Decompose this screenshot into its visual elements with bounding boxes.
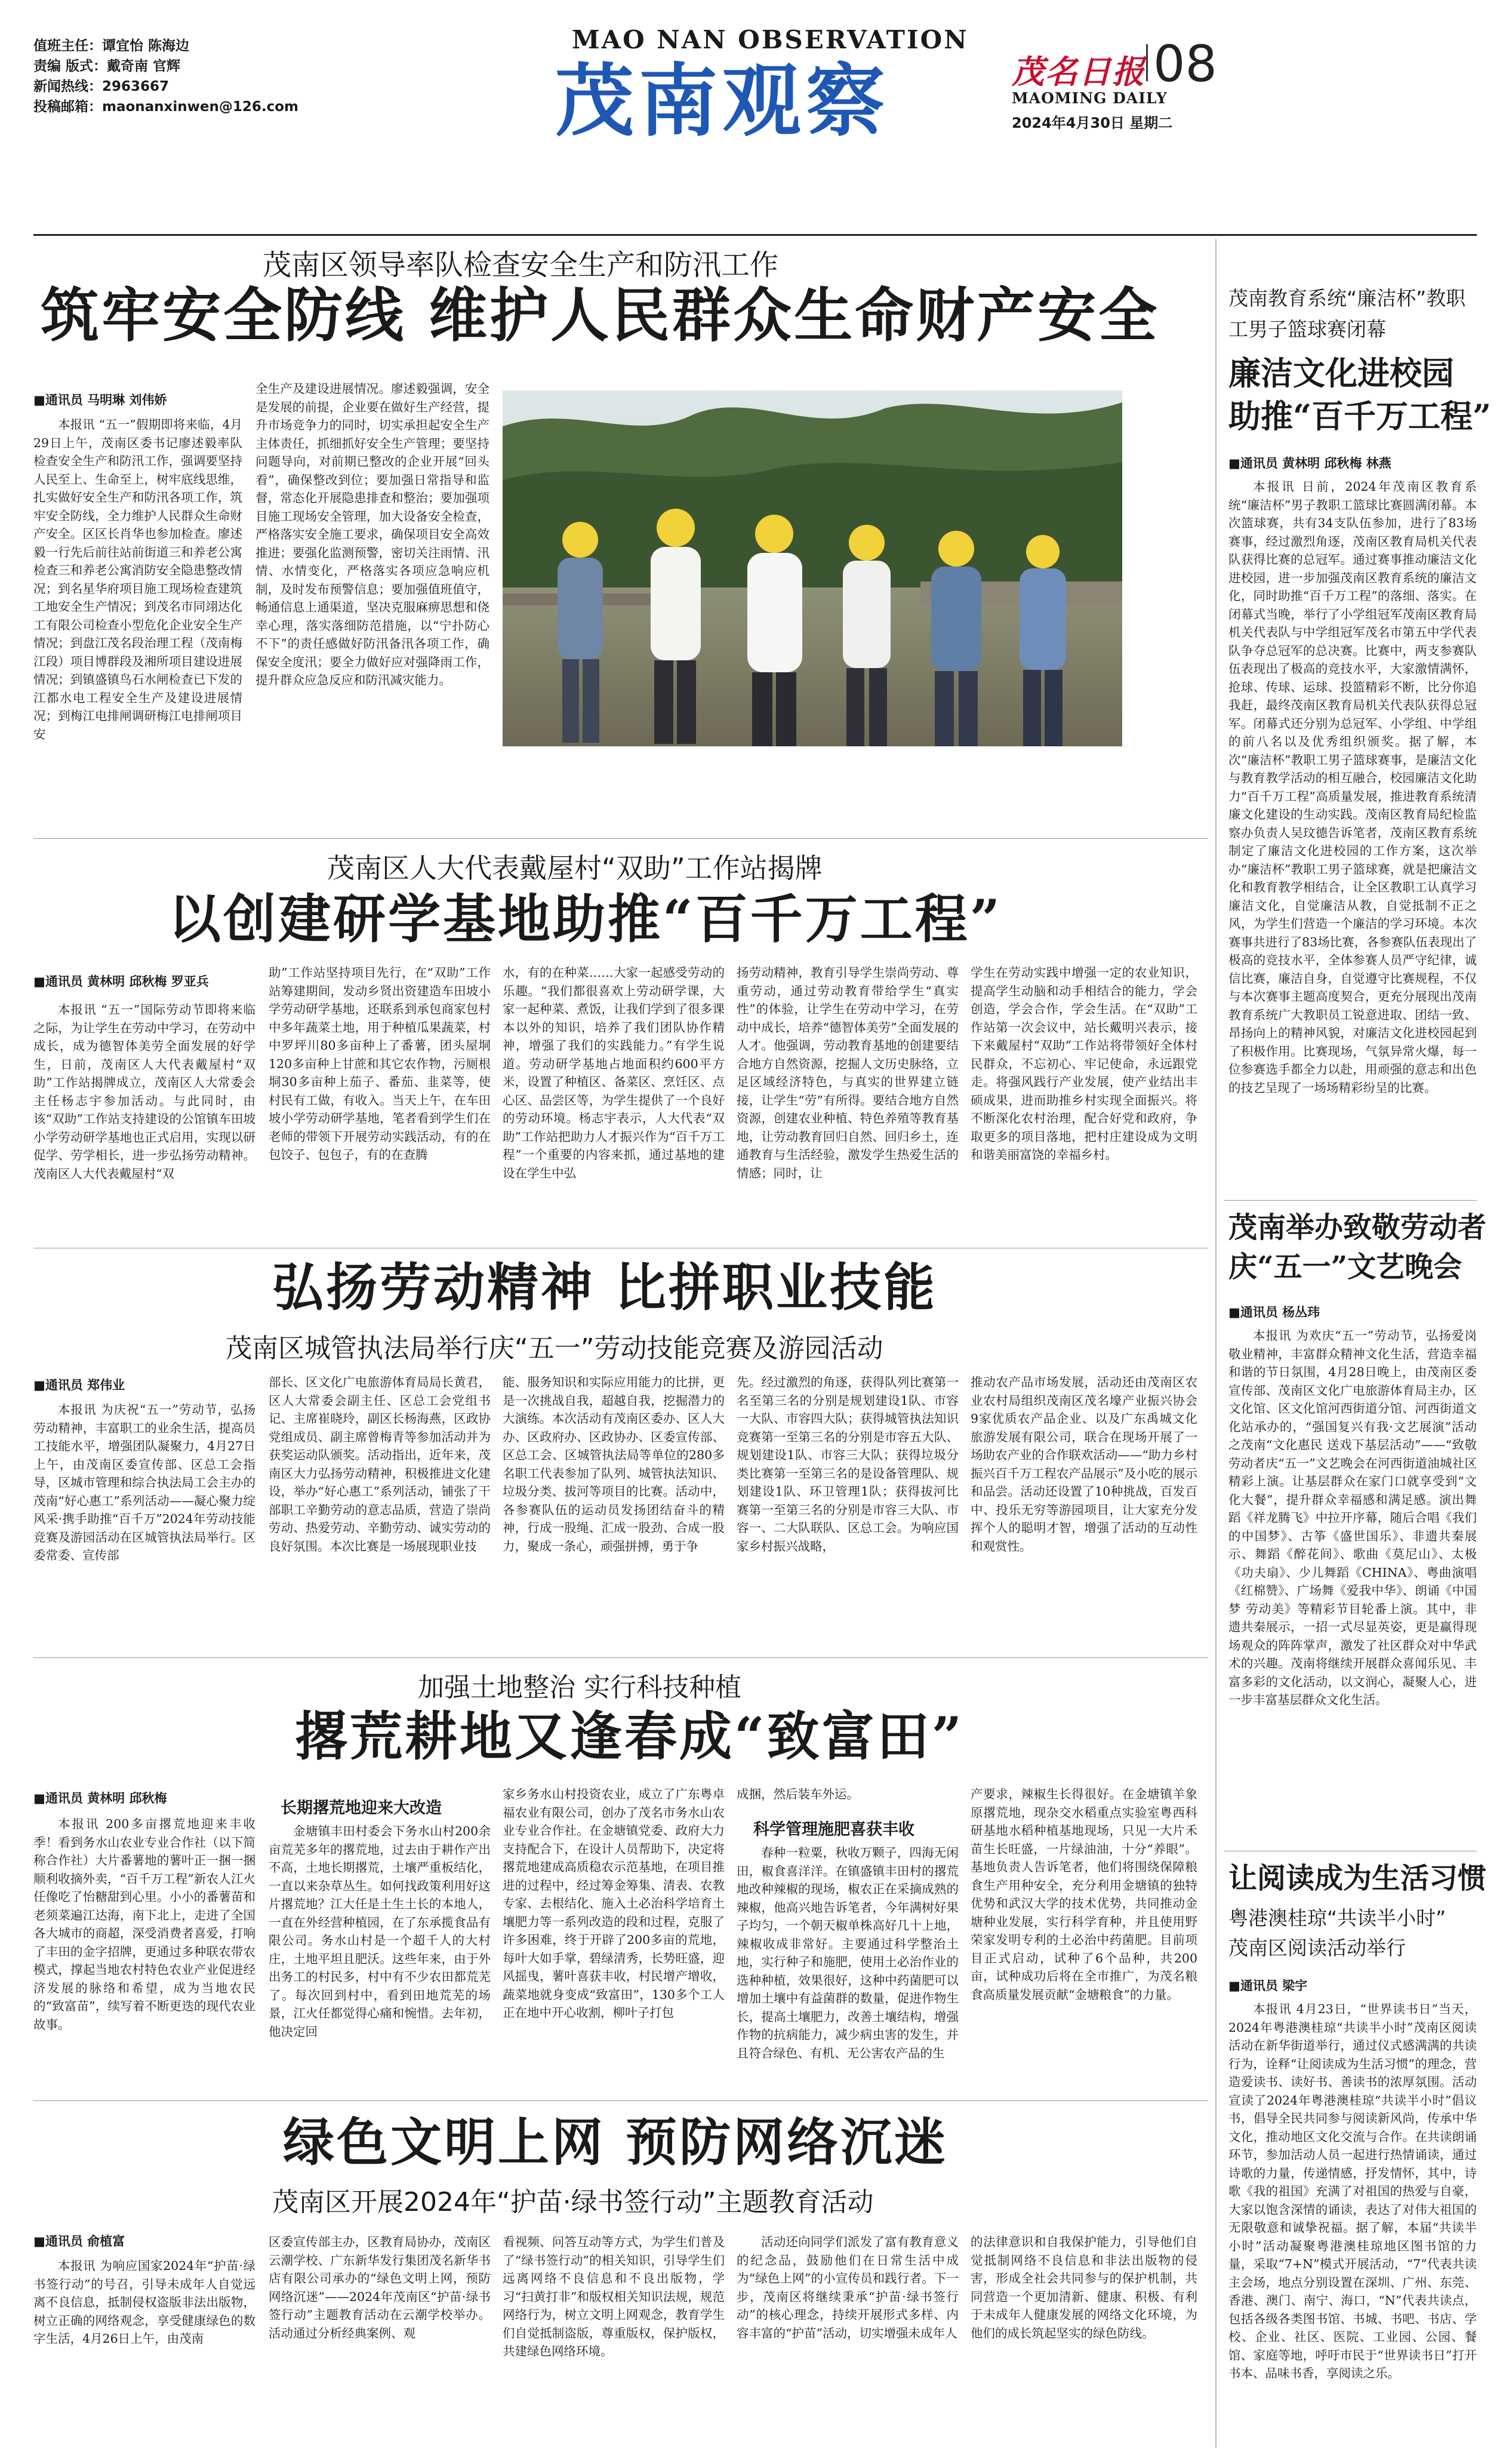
r3-byline: ■通讯员 梁宇 (1228, 1979, 1308, 1993)
r2-body: 本报讯 为欢庆“五一”劳动节，弘扬爱岗敬业精神，丰富群众精神文化生活，营造幸福和谐的节日氛围，4月28日晚上，由茂南区委宣传部、茂南区文化广电旅游体育局主办，区文化馆、区文化馆河西街道分馆、河西街道文化站承办的，“强国复兴有我·文艺展演”活动之茂南“文化惠民 送戏下基层活动”——“致敬劳动者庆“五一”文艺晚会在河西街道油城社区精彩上演。让基层群众在家门口就享受到“文化大餐”，提升群众幸福感和满足感。演出舞蹈《祥龙腾飞》中拉开序幕，随后合唱《我们的中国梦》、古筝《盛世国乐》、非遗共秦展示、舞蹈《醉花间》、歌曲《莫尼山》、太极《功夫扇》、少儿舞蹈《CHINA》、粤曲演唱《红棉赞》、广场舞《爱我中华》、朗诵《中国梦 劳动美》等精彩节目轮番上演。其中，非遗共秦展示，一招一式尽显英姿，更是赢得现场观众的阵阵掌声，激发了社区群众对中华武术的兴趣。茂南将继续开展群众喜闻乐见、丰富多彩的文化活动，以文润心，凝聚人心，进一步丰富基层群众文化生活。 (1228, 1328, 1477, 1707)
a3-kicker: 茂南区城管执法局举行庆“五一”劳动技能竞赛及游园活动 (226, 1333, 883, 1364)
a4-top-rule (33, 1657, 1208, 1658)
a2-top-rule (33, 838, 1208, 839)
r1-byline: ■通讯员 黄林明 邱秋梅 林燕 (1228, 456, 1391, 470)
a4-column-3: 家乡务水山村投资农业，成立了广东粤卓福农业有限公司，创办了茂名市务水山农业专业合作社。在金塘镇党委、政府大力支持配合下，在设计人员帮助下，决定将撂荒地建成高质稳农示范基地，在项目推进的过程中，经过筹金筹集、清表、农教专家、去根结化、施入土必治科学培育土壤肥力等一系列改造的段和过程，克服了许多困难，终于开辟了200多亩的荒地，每叶大如手掌，碧绿清秀，长势旺盛，迎风摇曳，薯叶喜获丰收，村民增产增收，蔬菜地就身变成“致富田”，130多个工人正在地中开心收割，柳叶子打包 (503, 1787, 725, 2020)
paper-logo: 茂名日报 (1012, 53, 1145, 91)
a2-column-2: 助”工作站坚持项目先行，在“双助”工作站筹建期间，发动乡贤出资建造车田坡小学劳动研学基地，还联系到承包商家包村中多年蔬菜土地，用于种植瓜果蔬菜，村中罗坪川80多亩种上了番薯，团头屋垌120多亩种上甘蔗和其它农作物，污厕根垌30多亩种上茄子、番茄、韭菜等，使村民有工做，有收入。当天上午，在车田坡小学劳动研学基地，笔者看到学生们在老师的带领下开展劳动实践活动，有的在包饺子、包包子，有的在查腾 (269, 965, 491, 1162)
a2-column-4: 扬劳动精神，教育引导学生崇尚劳动、尊重劳动，通过劳动教育带给学生“真实性”的体验，让学生在劳动中学习，在劳动中成长，培养“德智体美劳”全面发展的人才。他强调，劳动教育基地的创建要结合地方自然资源，挖掘人文历史脉络，立足区域经济特色，与真实的世界建立链接，让学生“劳”有所得。要结合地方自然资源，创建农业种植、特色养殖等教育基地，让劳动教育回归自然、回归乡土，连通教育与生活经验，激发学生热爱生活的情感；同时，让 (737, 965, 959, 1180)
news-photo-inspection (503, 390, 1122, 746)
a1-title: 筑牢安全防线 维护人民群众生命财产安全 (41, 281, 1160, 350)
a4-subhead-2: 科学管理施肥喜获丰收 (753, 1820, 914, 1839)
a4-column-1: 本报讯 200多亩撂荒地迎来丰收季！看到务水山农业专业合作社（以下简称合作社）大片番薯地的薯叶正一捆一捆顺利收摘外卖，“百千万工程”新农人江火任像吃了怡糖甜到心里。小小的番薯苗和老须菜遍江达海，南下北上，走进了全国各大城市的商超，深受消费者喜爱，打响了丰田的金字招牌，更通过多种联农带农模式，撑起当地农村特色农业产业促进经济发展的脉络和希望，成为当地农民的“致富苗”，续写着不断更迭的现代农业故事。 (33, 1817, 255, 2032)
a1-column-2: 全生产及建设进展情况。廖述毅强调，安全是发展的前提，企业要在做好生产经营，提升市场竞争力的同时，切实承担起安全生产主体责任，抓细抓好安全生产管理；要坚持问题导向，对前期已整改的企业开展“回头看”，确保整改到位；要加强日常指导和监督，常态化开展隐患排查和整治；要加强项目施工现场安全管理，加大设备安全检查，严格落实安全施工要求，确保项目安全高效推进；要强化监测预警，密切关注雨情、汛情、水情变化，严格落实各项应急响应机制，及时发布预警信息；要加强值班值守，畅通信息上通渠道，坚决克服麻痹思想和侥幸心理，落实落细防范措施，以“宁扑防心不下”的责任感做好防汛备汛各项工作，确保安全度汛；要全力做好应对强降雨工作，提升群众应急反应和防汛减灾能力。 (255, 382, 489, 687)
a2-column-1: 本报讯 “五一”国际劳动节即将来临之际，为让学生在劳动中学习，在劳动中成长，成为德智体美劳全面发展的好学生，日前，茂南区人大代表戴屋村“双助”工作站揭牌成立，茂南区人大常委会主任杨志宇参加活动。与此同时，由该“双助”工作站支持建设的公馆镇车田坡小学劳动研学基地也正式启用，实现以研促学、劳学相长，进一步弘扬劳动精神。茂南区人大代表戴屋村“双 (33, 1002, 255, 1181)
a4-column-4a: 成捆，然后装车外运。 (737, 1787, 859, 1801)
a5-column-5: 的法律意识和自我保护能力，引导他们自觉抵制网络不良信息和非法出版物的侵害，形成全社会共同参与的保护机制，共同营造一个更加清新、健康、积极、有利于未成年人健康发展的网络文化环境，为他们的成长筑起坚实的绿色防线。 (971, 2235, 1197, 2340)
r3-kicker-line-1: 粤港澳桂琼“共读半小时” (1228, 1906, 1446, 1930)
r2-top-rule (1224, 1200, 1477, 1201)
paper-name-en: MAOMING DAILY (1012, 90, 1168, 107)
a4-kicker: 加强土地整治 实行科技种植 (418, 1672, 741, 1703)
logo-divider (1146, 44, 1148, 81)
r1-title-line-1: 廉洁文化进校园 (1228, 354, 1454, 392)
a3-column-3: 能、服务知识和实际应用能力的比拼，更是一次挑战自我，超越自我，挖掘潜力的大演练。本次活动有茂南区委办、区人大办、区政府办、区政协办、区委宣传部、区总工会、区城管执法局等单位的280多名职工代表参加了队列、城管执法知识、垃圾分类、拔河等项目的比赛。活动中，各参赛队伍的运动员发扬团结奋斗的精神，行成一股绳、汇成一股劲、合成一股力，聚成一条心，顽强拼搏，勇于争 (503, 1375, 725, 1554)
column-divider (1215, 239, 1217, 2448)
a5-column-4: 活动还向同学们派发了富有教育意义的纪念品，鼓励他们在日常生活中成为“绿色上网”的小宣传员和践行者。下一步，茂南区将继续秉承“护苗·绿书签行动”的核心理念，持续开展形式多样、内容丰富的“护苗”活动，切实增强未成年人 (737, 2235, 959, 2340)
r1-kicker: 茂南教育系统“廉洁杯”教职工男子篮球赛闭幕 (1228, 287, 1466, 341)
a5-kicker: 茂南区开展2024年“护苗·绿书签行动”主题教育活动 (272, 2187, 874, 2217)
a5-top-rule (33, 2100, 1208, 2101)
a4-column-5: 产要求，辣椒生长得很好。在金塘镇羊象原撂荒地，现杂交水稻重点实验室粤西科研基地水稻种植基地现场，只见一大片禾苗生长旺盛，一片绿油油，十分“养眼”。基地负责人告诉笔者，他们将围绕保障粮食生产用种安全，充分利用金塘镇的独特优势和武汉大学的技术优势，共同推动金塘种业发展，实行科学育种，并且使用野荣家发明专利的土必治中药菌肥。目前项目正式启动，试种了6个品种，共200亩，试种成功后将在全市推广，为茂名粮食高质量发展贡献“金塘粮食”的力量。 (971, 1787, 1197, 2002)
issue-date: 2024年4月30日 星期二 (1012, 115, 1173, 131)
a5-column-1: 本报讯 为响应国家2024年“护苗·绿书签行动”的号召，引导未成年人自觉远离不良信息，抵制侵权盗版非法出版物，树立正确的网络观念，享受健康绿色的数字生活，4月26日上午，由茂南 (33, 2259, 255, 2346)
r1-title-line-2: 助推“百千万工程” (1228, 397, 1492, 435)
r1-body: 本报讯 日前，2024年茂南区教育系统“廉洁杯”男子教职工篮球比赛圆满闭幕。本次篮球赛，共有34支队伍参加，进行了83场赛事，经过激烈角逐，茂南区教育局机关代表队获得比赛的总冠军。通过赛事推动廉洁文化进校园，进一步加强茂南区教育系统的廉洁文化，同时助推“百千万工程”的落细、落实。在闭幕式当晚，举行了小学组冠军茂南区教育局机关代表队与中学组冠军茂名市第五中学代表队争夺总冠军的总决赛。比赛中，两支参赛队伍表现出了极高的竞技水平，大家激情满怀，抢球、传球、运球、投篮精彩不断，比分你追我赶，最终茂南区教育局机关代表队获得总冠军。闭幕式还分别为总冠军、小学组、中学组的前八名以及优秀组织颁奖。据了解，本次“廉洁杯”教职工男子篮球赛事，是廉洁文化与教育教学活动的相互融合，校园廉洁文化助力“百千万工程”高质量发展，推进教育系统清廉文化建设的生动实践。茂南区教育局纪检监察办负责人吴玟德告诉笔者，茂南区教育系统制定了廉洁文化进校园的工作方案，这次举办“廉洁杯”教职工男子篮球赛，就是把廉洁文化和教育教学相结合，让全区教职工认真学习廉洁文化，自觉廉洁从教，自觉抵制不正之风，为学生们营造一个廉洁的学习环境。本次赛事共进行了83场比赛，各参赛队伍表现出了极高的竞技水平，全体参赛人员严守纪律，诚信比赛，廉洁自身，自觉遵守比赛规程，不仅与本次赛事主题高度契合，更充分展现出茂南教育系统广大教职员工锐意进取、团结一致、昂扬向上的精神风貌，对廉洁文化进校园起到了积极作用。比赛现场，气氛异常火爆，每一位参赛选手都全力以赴，用顽强的意志和出色的技艺呈现了一场场精彩纷呈的比赛。 (1228, 479, 1477, 1095)
r2-title-line-2: 庆“五一”文艺晚会 (1228, 1250, 1462, 1284)
a4-byline: ■通讯员 黄林明 邱秋梅 (33, 1791, 167, 1805)
editor-credits (33, 36, 298, 117)
a3-byline: ■通讯员 郑伟业 (33, 1378, 125, 1392)
a3-column-1: 本报讯 为庆祝“五一”劳动节，弘扬劳动精神，丰富职工的业余生活，提高员工技能水平，增强团队凝聚力，4月27日上午，由茂南区委宣传部、区总工会指导，区城市管理和综合执法局工会主办的茂南“好心惠工”系列活动——凝心聚力绽风采·携手助推“百千万”2024年劳动技能竞赛及游园活动在区城管执法局举行。区委常委、宣传部 (33, 1402, 255, 1562)
section-title: 茂南观察 (555, 55, 889, 147)
a1-byline: ■通讯员 马明琳 刘伟娇 (33, 393, 167, 407)
a5-column-2: 区委宣传部主办，区教育局协办，茂南区云潮学校、广东新华发行集团茂名新华书店有限公司承办的“绿色文明上网，预防网络沉迷”——2024年茂南区“护苗·绿书签行动”主题教育活动在云潮学校举办。活动通过分析经典案例、观 (269, 2235, 491, 2340)
a5-title: 绿色文明上网 预防网络沉迷 (283, 2112, 948, 2173)
a2-column-5: 学生在劳动实践中增强一定的农业知识，提高学生动脑和动手相结合的能力，学会创造，学会合作，学会生活。在“双助”工作站第一次会议中，站长戴明兴表示，接下来戴屋村“双助”工作站将带领好全体村民群众，不忘初心、牢记使命，永远跟党走。将强风践行产业发展，使产业结出丰硕成果，进而助推乡村实现全面振兴。将不断深化农村治理，配合好党和政府，争取更多的项目落地，把村庄建设成为文明和谐美丽富饶的幸福乡村。 (971, 965, 1197, 1162)
a5-byline: ■通讯员 俞植富 (33, 2234, 125, 2248)
r2-title-line-1: 茂南举办致敬劳动者 (1228, 1211, 1487, 1244)
r2-byline: ■通讯员 杨丛玮 (1228, 1305, 1320, 1319)
a1-kicker: 茂南区领导率队检查安全生产和防汛工作 (263, 248, 779, 282)
a2-title: 以创建研学基地助推“百千万工程” (168, 888, 1003, 950)
a3-column-5: 推动农产品市场发展，活动还由茂南区农业农村局组织茂南区茂名壕产业振兴协会9家优质农产品企业、以及广东禹城文化旅游发展有限公司，联合在现场开展了一场助农产业的合作联欢活动——“助力乡村振兴百千万工程农产品展示”及小吃的展示和品尝。活动还设置了10种挑战，百发百中、投乐无穷等游园项目，让大家充分发挥个人的聪明才智，增强了活动的互动性和观赏性。 (971, 1375, 1197, 1554)
photo-illustration (503, 390, 1122, 746)
a3-column-2: 部长、区文化广电旅游体育局局长黄君，区人大常委会副主任、区总工会党组书记、主席崔晓玲，副区长杨海燕，区政协党组成员、副主席曾梅青等参加活动并为获奖运动队颁奖。活动指出，近年来，茂南区大力弘扬劳动精神，积极推进文化建设，举办“好心惠工”系列活动，铺张了干部职工辛勤劳动的意志品质，营造了崇尚劳动、热爱劳动、辛勤劳动、诚实劳动的良好氛围。本次比赛是一场展现职业技 (269, 1375, 491, 1554)
a4-title: 撂荒耕地又逢春成“致富田” (295, 1705, 965, 1767)
a3-column-4: 先。经过激烈的角逐，获得队列比赛第一名至第三名的分别是规划建设1队、市容一大队、市容四大队；获得城管执法知识竞赛第一至第三名的分别是市容五大队、规划建设1队、市容三大队；获得垃圾分类比赛第一至第三名的是设备管理队、规划建设1队、环卫管理1队；获得拔河比赛第一至第三名的分别是市容三大队、市容一、二大队联队、区总工会。为响应国家乡村振兴战略， (737, 1375, 959, 1554)
editor-duty: 值班主任：谭宜怡 陈海边 (33, 38, 190, 54)
a3-title: 弘扬劳动精神 比拼职业技能 (272, 1257, 937, 1318)
a2-column-3: 水，有的在种菜……大家一起感受劳动的乐趣。“我们都很喜欢上劳动研学课，大家一起种菜、煮饭，让我们学到了很多课本以外的知识，培养了我们团队协作精神，增强了我们的实践能力。”有学生说道。劳动研学基地占地面积约600平方米，设置了种植区、备菜区、烹饪区、点心区、品尝区等，为学生提供了一个良好的劳动环境。杨志宇表示，人大代表“双助”工作站把助力人才振兴作为“百千万工程”一个重要的内容来抓，通过基地的建设在学生中弘 (503, 965, 725, 1180)
news-hotline: 新闻热线：2963667 (33, 79, 170, 94)
a1-column-1: 本报讯 “五一”假期即将来临，4月29日上午，茂南区委书记廖述毅率队检查安全生产和防汛工作，强调要坚持人民至上、生命至上，树牢底线思维，扎实做好安全生产和防汛各项工作，筑牢安全防线，全力维护人民群众生命财产安全。区区长肖华也参加检查。廖述毅一行先后前往站前街道三和养老公寓检查三和养老公寓消防安全隐患整改情况；到名星华府项目施工现场检查建筑工地安全生产情况；到茂名市同翊达化工有限公司检查小型危化企业安全生产情况；到盘江茂名段治理工程（茂南梅江段）项目博群段及湘所项目建设进展情况；到镇盛镇鸟石水闸检查已下发的江都水电工程安全生产及建设进展情况；到梅江电排闸调研梅江电排闸项目安 (33, 417, 242, 742)
page-number: 08 (1153, 35, 1217, 93)
section-title-en: MAO NAN OBSERVATION (572, 25, 969, 54)
a4-column-2: 金塘镇丰田村委会下务水山村200余亩荒芜多年的撂荒地，过去由于耕作产出不高，土地长期撂荒，土壤严重板结化，一直以来杂草丛生。如何找政策利用好这片撂荒地？江大任是土生土长的本地人，一直在外经营种植园，在了东承揽食品有限公司。务水山村是一个超千人的大村庄，土地平坦且肥沃。这些年来，由于外出务工的村民多，村中有不少农田都荒芜了。每次回到村中，看到田地荒芜的场景，江火任都觉得心痛和惋惜。去年初，他决定回 (269, 1824, 491, 2039)
a5-column-3: 看视频、问答互动等方式，为学生们普及了“绿书签行动”的相关知识，引导学生们远离网络不良信息和不良出版物，学习“扫黄打非”和版权相关知识法规，规范网络行为，树立文明上网观念，教育学生们自觉抵制盗版，尊重版权，保护版权，共建绿色网络环境。 (503, 2235, 725, 2358)
a2-kicker: 茂南区人大代表戴屋村“双助”工作站揭牌 (327, 852, 823, 884)
editor-resp: 责编 版式：戴奇南 官辉 (33, 59, 181, 74)
a4-subhead-1: 长期撂荒地迎来大改造 (281, 1799, 442, 1817)
r3-kicker-line-2: 茂南区阅读活动举行 (1228, 1936, 1406, 1959)
a4-column-4: 春种一粒粟，秋收万颗子，四海无闲田，椒食喜洋洋。在镇盛镇丰田村的撂荒地改种辣椒的现场，椒农正在采摘成熟的辣椒，他高兴地告诉笔者，今年满树好果子均匀，一个朝天椒单株高好几十上地，辣椒收成非常好。主要通过科学整治土地，实行种子和施肥，使用土必治作业的选种种植，效果很好，这种中药菌肥可以增加土壤中有益菌群的数量，促进作物生长，提高土壤肥力，改善土壤结构，增强作物的抗病能力，减少病虫害的发生，并且符合绿色、有机、无公害农产品的生 (737, 1845, 959, 2060)
r3-title: 让阅读成为生活习惯 (1228, 1862, 1487, 1895)
submission-email: 投稿邮箱：maonanxinwen@126.com (33, 99, 299, 115)
masthead-rule (33, 234, 1477, 236)
a2-byline: ■通讯员 黄林明 邱秋梅 罗亚兵 (33, 974, 209, 989)
r3-body: 本报讯 4月23日，“世界读书日”当天，2024年粤港澳桂琼“共读半小时”茂南区阅读活动在新华街道举行，通过仪式感满满的共读行为，诠释“让阅读成为生活习惯”的理念，营造爱读书、读好书、善读书的浓厚氛围。活动宣读了2024年粤港澳桂琼“共读半小时”倡议书，倡导全民共同参与阅读新风尚，传承中华文化，推动地区文化交流与合作。在共读朗诵环节，参加活动人员一起进行热情诵读，通过诗歌的力量，传递情感，抒发情怀，其中，诗歌《我的祖国》充满了对祖国的热爱与自豪，大家以饱含深情的诵读，表达了对伟大祖国的无限敬意和诚挚祝福。据了解，本届“共读半小时”活动凝聚粤港澳桂琼地区图书馆的力量，采取“7+N”模式开展活动，“7”代表共读主会场，地点分别设置在深圳、广州、东莞、香港、澳门、南宁、海口，“N”代表共读点，包括各级各类图书馆、书城、书吧、书店、学校、企业、社区、医院、工业园、公园、餐馆、家庭等地，呼吁市民于“世界读书日”打开书本、品味书香，享阅读之乐。 (1228, 2002, 1477, 2380)
